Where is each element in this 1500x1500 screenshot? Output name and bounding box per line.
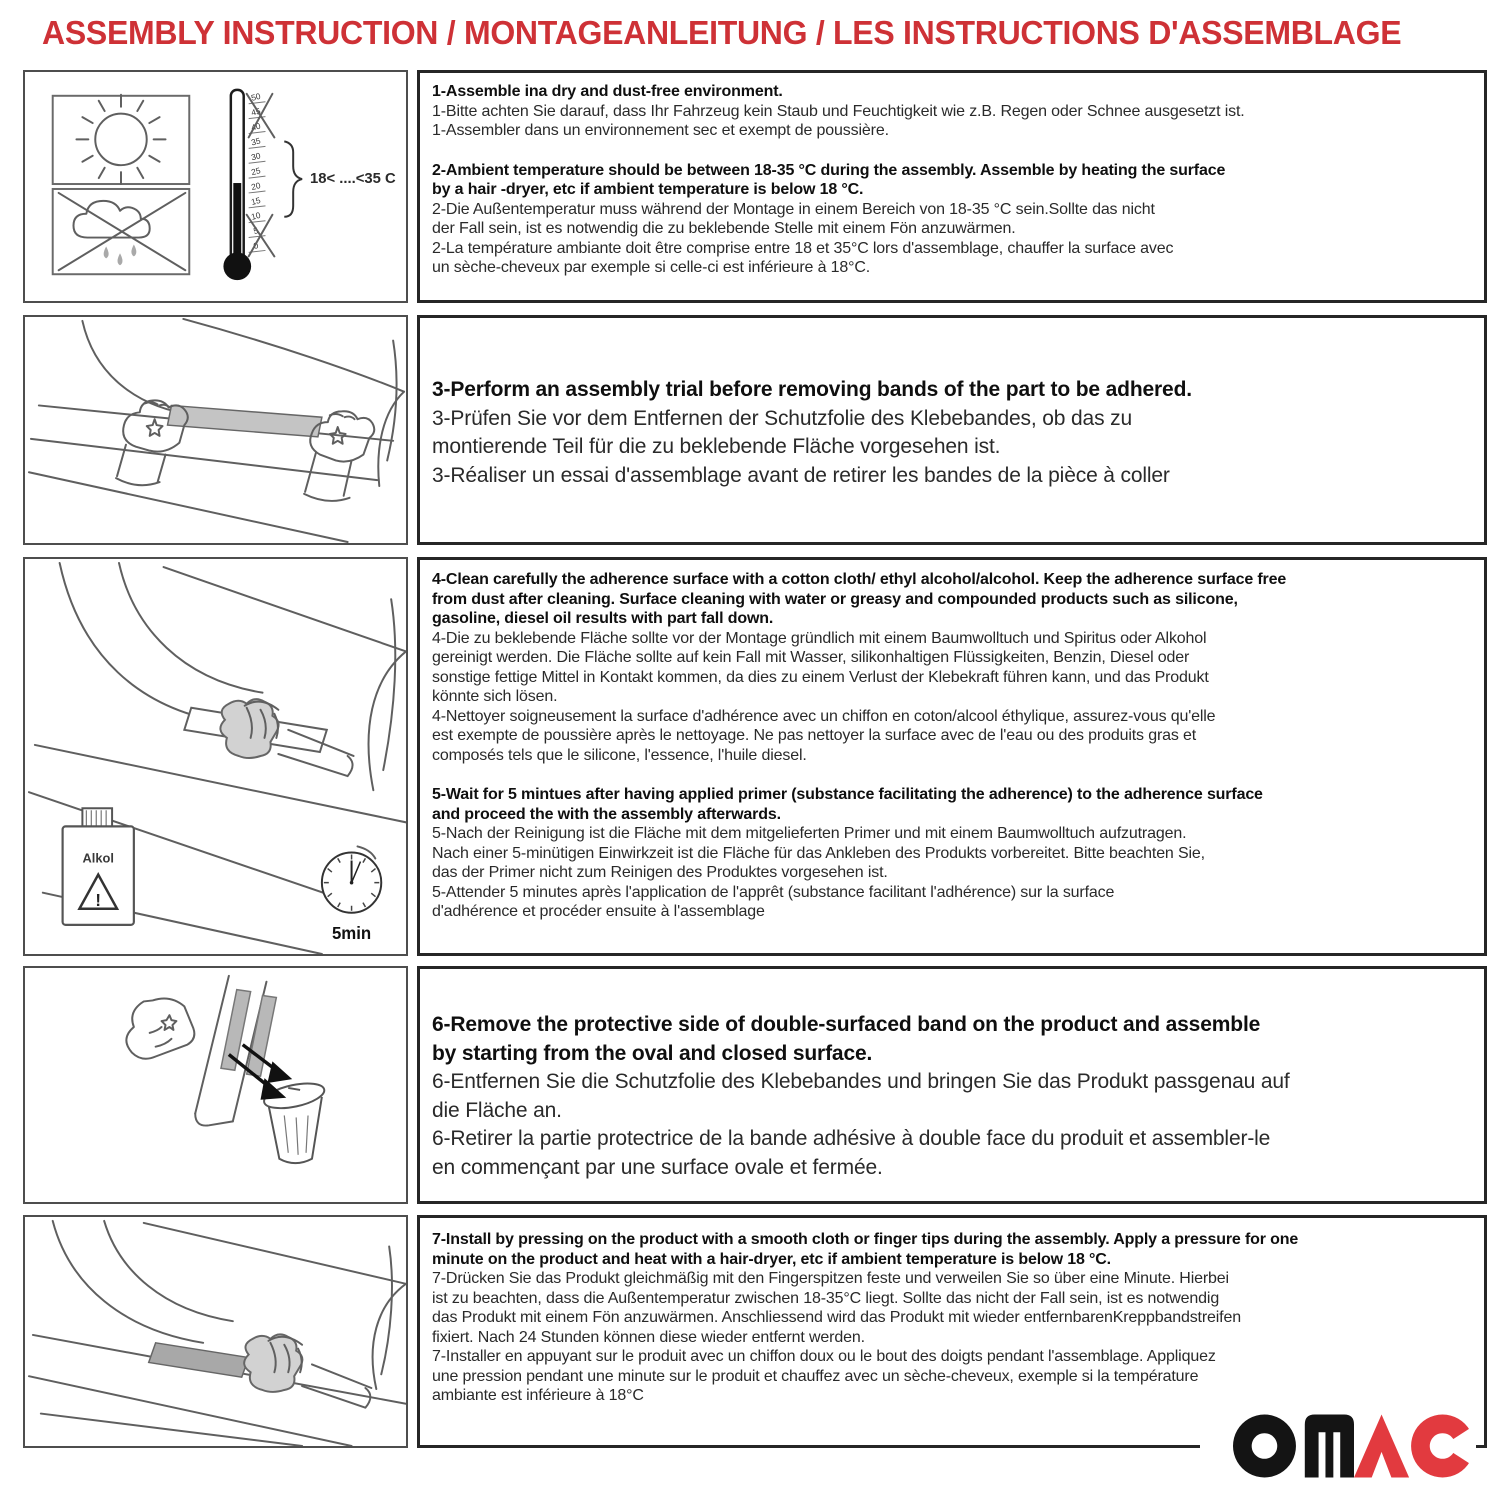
instruction-line: der Fall sein, ist es notwendig die zu beklebende Stelle mit einem Fön anzuwärmen. [432, 220, 1016, 237]
omac-logo-letters [1233, 1415, 1476, 1478]
instruction-text-environment [417, 70, 1487, 303]
no-rain-icon [53, 189, 190, 274]
figure-environment [23, 70, 408, 303]
instruction-line: en commençant par une surface ovale et fermée. [432, 1155, 883, 1179]
thermometer-tick: 50 [250, 90, 262, 103]
instruction-line: 5-Attender 5 minutes après l'application de l'apprêt (substance facilitant l'adhérence) sur la surface [432, 883, 1115, 901]
instruction-line: das der Primer nicht zum Reinigen des Produktes vorgesehen ist. [432, 864, 888, 881]
instruction-text-trial [417, 315, 1487, 545]
instruction-line: 1-Bitte achten Sie darauf, dass Ihr Fahrzeug kein Staub und Feuchtigkeit wie z.B. Regen oder Schnee ausgesetzt ist. [432, 102, 1245, 120]
thermometer-icon [223, 90, 396, 280]
instruction-text-clean [417, 557, 1487, 956]
instruction-row-remove-band [23, 966, 1487, 1204]
instruction-line: by a hair -dryer, etc if ambient temperature is below 18 °C. [432, 181, 864, 198]
instruction-line: 2-Die Außentemperatur muss während der Montage in einem Bereich von 18-35 °C sein.Sollte das nicht [432, 200, 1155, 218]
instruction-line: fixiert. Nach 24 Stunden können diese wieder entfernt werden. [432, 1328, 865, 1346]
instruction-line: 3-Réaliser un essai d'assemblage avant de retirer les bandes de la pièce à coller [432, 463, 1170, 487]
omac-logo [1200, 1404, 1476, 1488]
instruction-line: 6-Remove the protective side of double-surfaced band on the product and assemble [432, 1013, 1261, 1036]
instruction-line: from dust after cleaning. Surface cleaning with water or greasy and compounded products such as silicone, [432, 590, 1238, 608]
instruction-row-environment [23, 70, 1487, 303]
figure-clean-surface [23, 557, 408, 956]
thermometer-tick: 15 [250, 194, 262, 207]
instruction-line: das Produkt mit einem Fön anzuwärmen. Anschliessend wird das Produkt mit wieder entfernbarenKreppbandstreifen [432, 1309, 1241, 1326]
instruction-line: ambiante est inférieure à 18°C [432, 1387, 644, 1404]
figure-press-product [23, 1215, 408, 1448]
installed-trim-strip [149, 1343, 249, 1377]
thermometer-tick: 5 [252, 225, 260, 237]
sill-trim-strip [168, 405, 322, 436]
instruction-line: ist zu beachten, dass die Außentemperatur zwischen 18-35°C liegt. Sollte das nicht der Fall sein, ist es notwendig [432, 1289, 1220, 1307]
thermometer-tick: 40 [250, 120, 262, 133]
instruction-line: 7-Install by pressing on the product with a smooth cloth or finger tips during the assembly. Apply a pressure for one [432, 1231, 1299, 1248]
instruction-line: 2-Ambient temperature should be between 18-35 °C during the assembly. Assemble by heating the surface [432, 161, 1226, 179]
alcohol-bottle-icon [63, 808, 134, 925]
pressing-hand-icon [244, 1334, 371, 1407]
instruction-line: composés tels que le silicone, l'essence, l'huile diesel. [432, 746, 807, 764]
thermometer-tick: 30 [250, 150, 262, 163]
instruction-line: gasoline, diesel oil results with part fall down. [432, 610, 774, 627]
instruction-line: 2-La température ambiante doit être comprise entre 18 et 35°C lors d'assemblage, chauffer la surface avec [432, 239, 1174, 257]
instruction-line: gereinigt werden. Die Fläche sollte auf kein Fall mit Wasser, silikonhaltigen Flüssigkeiten, Benzin, Diesel oder [432, 649, 1190, 666]
thermometer-tick: 45 [250, 105, 262, 118]
thermometer-tick: 35 [250, 135, 262, 148]
figure-assembly-trial [23, 315, 408, 545]
instruction-row-trial [23, 315, 1487, 545]
sun-icon [53, 95, 190, 184]
instruction-line: 4-Clean carefully the adherence surface with a cotton cloth/ ethyl alcohol/alcohol. Keep the adherence surface free [432, 571, 1287, 588]
instruction-line: 6-Entfernen Sie die Schutzfolie des Klebebandes und bringen Sie das Produkt passgenau auf [432, 1070, 1290, 1093]
instruction-row-clean [23, 557, 1487, 956]
instruction-line: Nach einer 5-minütigen Einwirkzeit ist die Fläche für das Ankleben des Produkts vorbereitet. Bitte beachten Sie, [432, 844, 1205, 862]
instruction-line: une pression pendant une minute sur le produit et chauffez avec un sèche-cheveux, exemple si la température [432, 1367, 1199, 1385]
instruction-line: 4-Die zu beklebende Fläche sollte vor der Montage gründlich mit einem Baumwolltuch und Spiritus oder Alkohol [432, 629, 1207, 647]
instruction-line: est exempte de poussière après le nettoyage. Ne pas nettoyer la surface avec de l'eau ou des produits gras et [432, 727, 1197, 744]
instruction-line: 1-Assemble ina dry and dust-free environment. [432, 83, 783, 100]
warning-exclamation: ! [95, 890, 102, 910]
thermometer-tick: 10 [250, 209, 262, 222]
instruction-line: by starting from the oval and closed surface. [432, 1041, 873, 1065]
instruction-line: die Fläche an. [432, 1098, 562, 1122]
instruction-line: 5-Nach der Reinigung ist die Fläche mit dem mitgelieferten Primer und mit einem Baumwolltuch aufzutragen. [432, 825, 1187, 842]
instruction-line: 6-Retirer la partie protectrice de la bande adhésive à double face du produit et assembler-le [432, 1127, 1271, 1150]
instruction-line: 3-Perform an assembly trial before removing bands of the part to be adhered. [432, 378, 1192, 401]
peeling-hand-icon [126, 998, 194, 1058]
instruction-line: un sèche-cheveux par exemple si celle-ci est inférieure à 18°C. [432, 259, 871, 276]
instruction-line: 1-Assembler dans un environnement sec et exempt de poussière. [432, 122, 889, 139]
thermometer-tick: 0 [252, 240, 260, 251]
instruction-line: d'adhérence et procéder ensuite à l'assemblage [432, 903, 765, 920]
thermometer-tick: 25 [250, 165, 262, 178]
door-arch-line [82, 321, 195, 415]
figure-remove-band [23, 966, 408, 1204]
page-title: ASSEMBLY INSTRUCTION / MONTAGEANLEITUNG / LES INSTRUCTIONS D'ASSEMBLAGE [42, 14, 1402, 51]
thermometer-tick: 20 [250, 180, 262, 193]
bottle-label: Alkol [82, 850, 114, 866]
instruction-line: 7-Drücken Sie das Produkt gleichmäßig mit den Fingerspitzen feste und verweilen Sie so über eine Minute. Hierbei [432, 1270, 1229, 1287]
instruction-line: könnte sich lösen. [432, 688, 558, 705]
instruction-line: 7-Installer en appuyant sur le produit avec un chiffon doux ou le bout des doigts pendant l'assemblage. Appliquez [432, 1348, 1216, 1365]
instruction-line: sonstige fettige Mittel in Kontakt kommen, da dies zu einem Verlust der Klebekraft führen kann, und das Produkt [432, 668, 1209, 686]
range-brace [284, 141, 302, 216]
temperature-range-label: 18< ....<35 C [310, 171, 396, 188]
instruction-line: montierende Teil für die zu beklebende Fläche vorgesehen ist. [432, 435, 1001, 458]
instruction-line: 5-Wait for 5 mintues after having applied primer (substance facilitating the adherence) to the adherence surface [432, 786, 1263, 803]
clock-icon [322, 846, 381, 942]
instruction-line: minute on the product and heat with a hair-dryer, etc if ambient temperature is below 18 °C. [432, 1250, 1111, 1268]
clock-label: 5min [331, 923, 372, 943]
instruction-text-remove-band [417, 966, 1487, 1204]
instruction-line: 3-Prüfen Sie vor dem Entfernen der Schutzfolie des Klebebandes, ob das zu [432, 406, 1132, 430]
instruction-line: 4-Nettoyer soigneusement la surface d'adhérence avec un chiffon en coton/alcool éthylique, assurez-vous qu'elle [432, 707, 1216, 725]
instruction-line: and proceed the with the assembly afterwards. [432, 805, 781, 823]
